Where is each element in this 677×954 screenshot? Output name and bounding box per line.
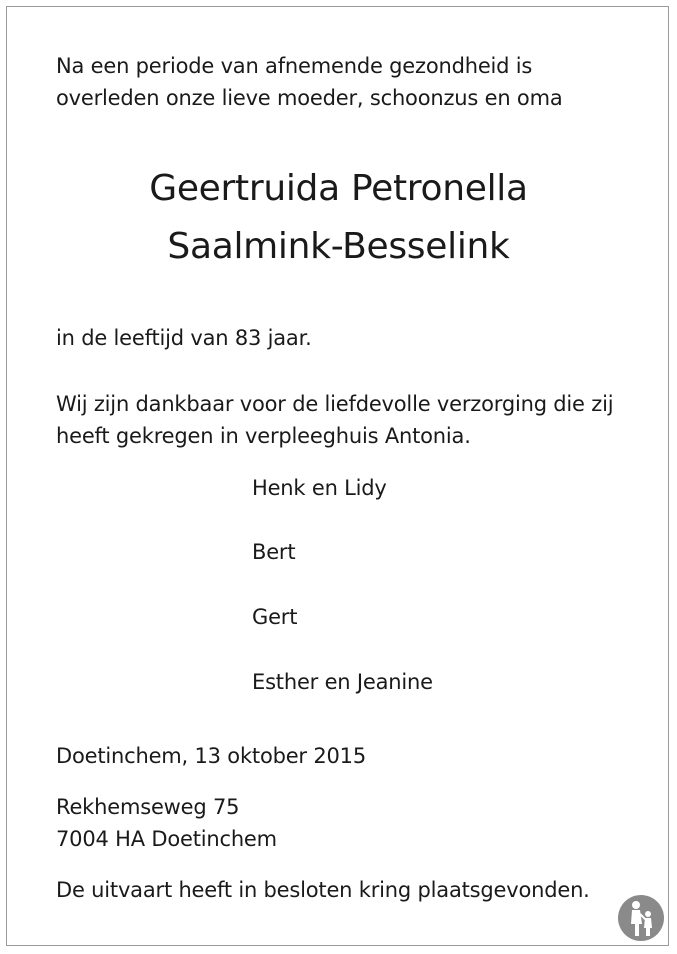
thanks-line-1: Wij zijn dankbaar voor de liefdevolle verzorging die zij xyxy=(56,392,614,416)
address-city: 7004 HA Doetinchem xyxy=(56,827,277,851)
relative-item: Gert xyxy=(252,605,298,629)
address-street: Rekhemseweg 75 xyxy=(56,795,240,819)
thanks-line-2: heeft gekregen in verpleeghuis Antonia. xyxy=(56,424,471,448)
deceased-name-last: Saalmink-Besselink xyxy=(167,226,510,267)
family-figures-icon xyxy=(617,894,665,942)
relative-item: Henk en Lidy xyxy=(252,476,387,500)
relative-item: Bert xyxy=(252,540,296,564)
deceased-name-first: Geertruida Petronella xyxy=(149,168,528,209)
place-date: Doetinchem, 13 oktober 2015 xyxy=(56,744,366,768)
intro-line-2: overleden onze lieve moeder, schoonzus en oma xyxy=(56,86,563,110)
intro-line-1: Na een periode van afnemende gezondheid is xyxy=(56,54,533,78)
age-text: in de leeftijd van 83 jaar. xyxy=(56,326,312,350)
relative-item: Esther en Jeanine xyxy=(252,670,433,694)
funeral-note: De uitvaart heeft in besloten kring plaatsgevonden. xyxy=(56,878,590,902)
